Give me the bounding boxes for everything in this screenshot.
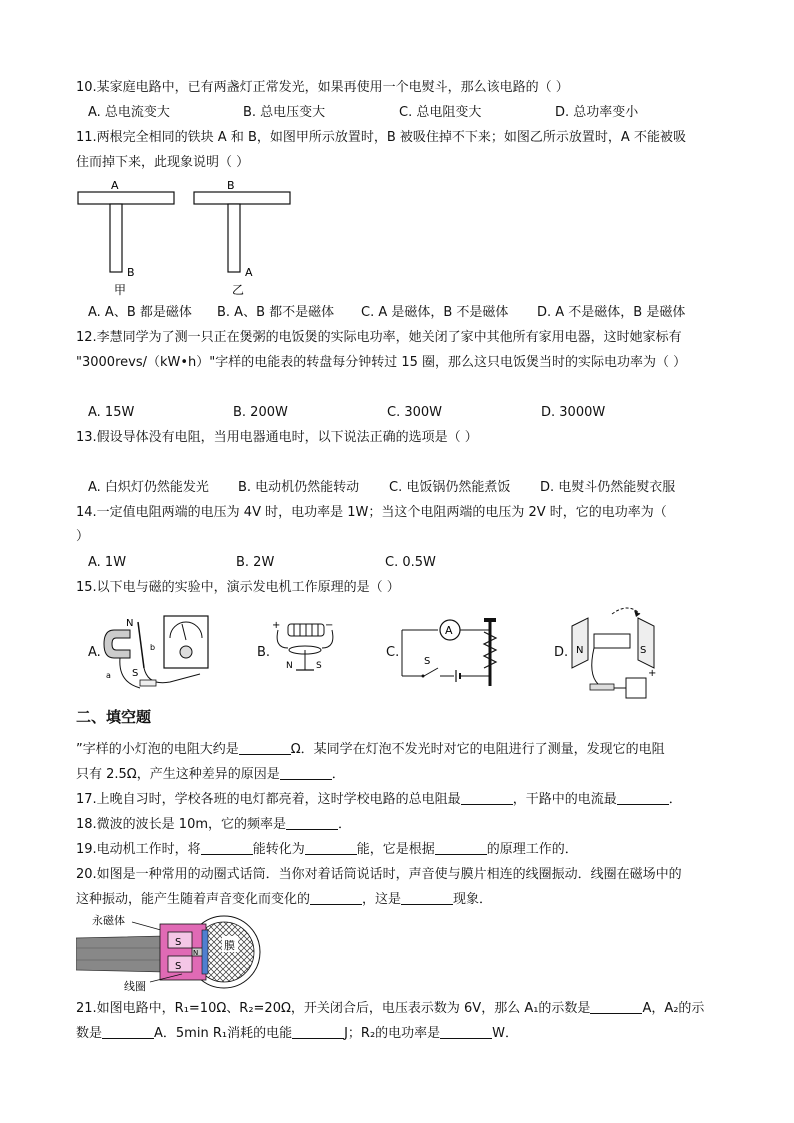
label-b-yi: B — [227, 179, 235, 192]
answer-blank[interactable] — [305, 841, 357, 855]
needle-n-label: N — [286, 661, 293, 671]
block-a-vertical-yi — [228, 204, 240, 272]
option-d: D. 3000W — [541, 405, 606, 420]
question-15-stem: 15.以下电与磁的实验中，演示发电机工作原理的是（ ） — [76, 580, 400, 595]
option-c-figure — [398, 612, 508, 692]
horseshoe-magnet — [104, 630, 130, 658]
answer-blank[interactable] — [292, 1025, 344, 1039]
option-a: A. 白炽灯仍然能发光 — [88, 480, 209, 495]
question-11-stem-line1: 11.两根完全相同的铁块 A 和 B，如图甲所示放置时，B 被吸住掉不下来；如图乙所示放置时，A 不能被吸 — [76, 130, 686, 145]
label-b-jia: B — [127, 266, 135, 279]
question-13-stem: 13.假设导体没有电阻，当用电器通电时，以下说法正确的选项是（ ） — [76, 430, 478, 445]
minus-sign: − — [325, 620, 334, 631]
magnet-label: 永磁体 — [92, 914, 125, 927]
option-c: C. 电饭锅仍然能煮饭 — [389, 480, 511, 495]
option-b-figure — [270, 614, 340, 676]
question-12-stem-line1: 12.李慧同学为了测一只正在煲粥的电饭煲的实际电功率，她关闭了家中其他所有家用电器，这时她家标有 — [76, 330, 682, 345]
ammeter-label: A — [445, 624, 453, 637]
pole-s-top: S — [175, 937, 182, 948]
switch — [590, 684, 614, 690]
answer-blank[interactable] — [310, 891, 362, 905]
option-d-figure — [568, 604, 668, 704]
rod-end-a: a — [106, 671, 111, 680]
question-16-line1: ”字样的小灯泡的电阻大约是 Ω．某同学在灯泡不发光时对它的电阻进行了测量，发现它的电阻 — [76, 742, 665, 757]
option-c: C. 总电阻变大 — [399, 105, 482, 120]
option-d: D. A 不是磁体，B 是磁体 — [537, 305, 686, 320]
question-21-line2: 数是 A．5min R₁消耗的电能 J；R₂的电功率是 W． — [76, 1026, 519, 1041]
question-19: 19.电动机工作时，将 能转化为 能，它是根据 的原理工作的． — [76, 842, 578, 857]
needle-s-label: S — [316, 661, 322, 671]
answer-blank[interactable] — [617, 791, 669, 805]
option-a-figure — [100, 612, 215, 702]
block-b-vertical-jia — [110, 204, 122, 272]
option-b: B. A、B 都不是磁体 — [217, 305, 335, 320]
option-b: B. 200W — [233, 405, 288, 420]
question-21-line1: 21.如图电路中，R₁=10Ω、R₂=20Ω，开关闭合后，电压表示数为 6V，那么 A₁的示数是 A，A₂的示 — [76, 1001, 705, 1016]
question-20-line2: 这种振动，能产生随着声音变化而变化的 ，这是 现象． — [76, 892, 493, 907]
plus-sign: + — [272, 620, 281, 631]
answer-blank[interactable] — [435, 841, 487, 855]
magnet-s-label: S — [132, 668, 139, 679]
option-d-letter: D. — [554, 645, 569, 660]
answer-blank[interactable] — [239, 741, 291, 755]
switch-label: S — [424, 656, 431, 667]
plus-sign: + — [648, 668, 657, 679]
answer-blank[interactable] — [590, 1000, 642, 1014]
question-14-stem-line1: 14.一定值电阻两端的电压为 4V 时，电功率是 1W；当这个电阻两端的电压为 2V 时，它的电功率为（ — [76, 505, 667, 520]
question-20-line1: 20.如图是一种常用的动圈式话筒．当你对着话筒说话时，声音使与膜片相连的线圈振动．线圈在磁场中的 — [76, 867, 682, 882]
caption-yi: 乙 — [232, 283, 245, 297]
magnet-n-label: N — [576, 645, 584, 656]
block-a-horizontal-jia — [78, 192, 174, 204]
nail-head — [484, 618, 496, 622]
option-d: D. 电熨斗仍然能熨衣服 — [540, 480, 676, 495]
answer-blank[interactable] — [440, 1025, 492, 1039]
option-c: C. 0.5W — [385, 555, 436, 570]
question-14-options — [88, 554, 728, 572]
question-11-options — [88, 304, 728, 322]
question-14-stem-line2: ） — [76, 529, 90, 544]
option-b: B. 电动机仍然能转动 — [238, 480, 360, 495]
galvanometer-box — [164, 616, 208, 668]
pole-s-bottom: S — [175, 961, 182, 972]
question-17: 17.上晚自习时，学校各班的电灯都亮着，这时学校电路的总电阻最 ，干路中的电流最 ． — [76, 792, 682, 807]
block-b-horizontal-yi — [194, 192, 290, 204]
option-b: B. 2W — [236, 555, 275, 570]
wire-loop — [594, 634, 630, 648]
diaphragm-edge — [202, 930, 208, 974]
battery — [626, 678, 646, 698]
caption-jia: 甲 — [114, 283, 127, 297]
question-16-line2: 只有 2.5Ω，产生这种差异的原因是 ． — [76, 767, 345, 782]
option-c: C. A 是磁体，B 不是磁体 — [361, 305, 509, 320]
answer-blank[interactable] — [280, 766, 332, 780]
switch-base — [140, 680, 156, 686]
option-d: D. 总功率变小 — [555, 105, 639, 120]
dynamic-microphone-figure — [76, 912, 276, 992]
option-a: A. 1W — [88, 555, 127, 570]
option-a: A. 15W — [88, 405, 135, 420]
option-a: A. A、B 都是磁体 — [88, 305, 192, 320]
iron-blocks-figure — [76, 178, 296, 300]
question-10-stem: 10.某家庭电路中，已有两盏灯正常发光，如果再使用一个电熨斗，那么该电路的（ ） — [76, 80, 569, 95]
switch — [424, 668, 438, 676]
question-18: 18.微波的波长是 10m，它的频率是 ． — [76, 817, 352, 832]
answer-blank[interactable] — [201, 841, 253, 855]
magnet-n-label: N — [126, 618, 134, 629]
label-a-yi: A — [245, 266, 253, 279]
option-a: A. 总电流变大 — [88, 105, 170, 120]
rod-end-b: b — [150, 643, 156, 652]
question-11-stem-line2: 住而掉下来，此现象说明（ ） — [76, 155, 250, 170]
answer-blank[interactable] — [286, 816, 338, 830]
answer-blank[interactable] — [401, 891, 453, 905]
question-12-stem-line2: "3000revs/（kW•h）"字样的电能表的转盘每分钟转过 15 圈，那么这只电饭煲当时的实际电功率为（ ） — [76, 355, 687, 370]
option-c: C. 300W — [387, 405, 443, 420]
answer-blank[interactable] — [102, 1025, 154, 1039]
handle — [76, 936, 166, 972]
option-b: B. 总电压变大 — [243, 105, 326, 120]
question-13-options — [88, 479, 728, 497]
section-title: 二、填空题 — [76, 708, 152, 726]
option-c-letter: C. — [386, 645, 400, 660]
answer-blank[interactable] — [461, 791, 513, 805]
conductor-rod — [138, 622, 144, 668]
pole-n: N — [193, 949, 199, 957]
magnet-s-label: S — [640, 645, 647, 656]
label-a-jia: A — [111, 179, 119, 192]
question-10-options — [88, 104, 728, 122]
coil-label: 线圈 — [124, 980, 146, 992]
question-12-options — [88, 404, 728, 422]
membrane-label: 膜 — [224, 939, 235, 952]
option-b-letter: B. — [257, 645, 271, 660]
option-a-letter: A. — [88, 645, 101, 660]
